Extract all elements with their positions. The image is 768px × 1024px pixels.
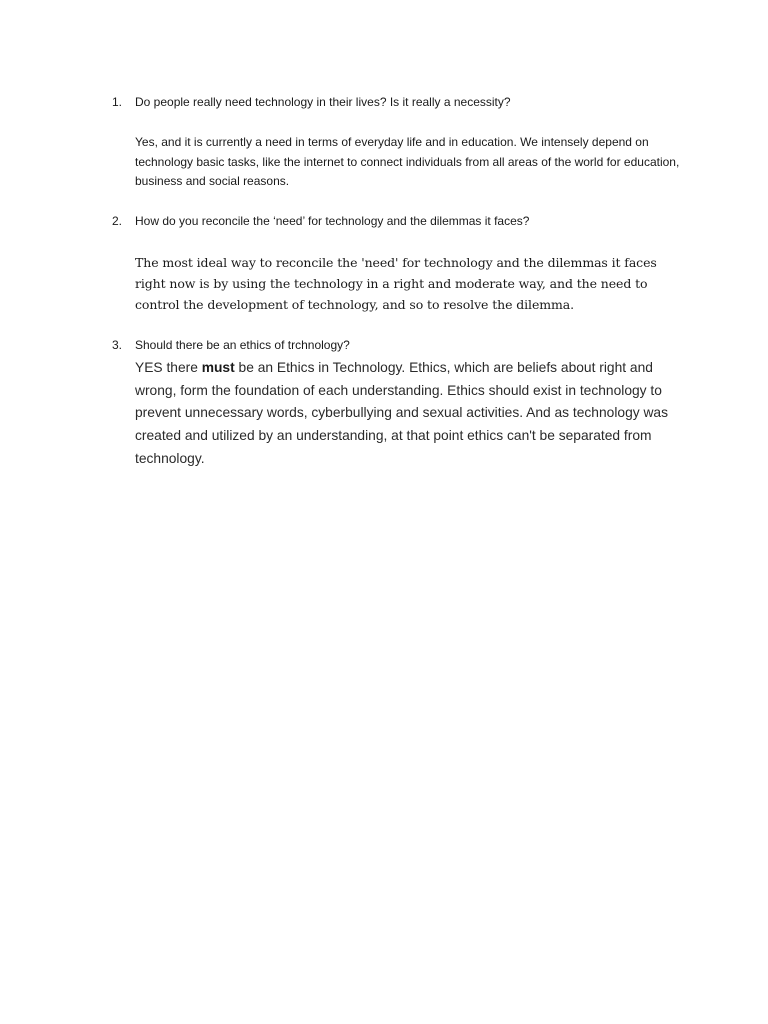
answer-2: The most ideal way to reconcile the 'need' for technology and the dilemmas it faces right now is by using the technology in a right and moderate way, and the need to control the development of technology, and so to resolve the dilemma.: [135, 255, 657, 312]
question-text: Do people really need technology in their lives? Is it really a necessity?: [135, 95, 511, 109]
question-number: 3.: [112, 338, 123, 352]
question-text: Should there be an ethics of trchnology?: [135, 338, 350, 352]
answer-3-start: YES there: [135, 360, 202, 375]
answer-3: [135, 357, 680, 471]
answer-3-emphasis: must: [201, 360, 235, 375]
question-1: [112, 94, 692, 110]
question-2: [112, 213, 692, 229]
question-number: 2.: [112, 214, 123, 228]
answer-3-rest: be an Ethics in Technology. Ethics, which are beliefs about right and wrong, form the foundation of each understanding. Ethics should exist in technology to prevent unnecessary words, cyberbullying and sexual activities. And as technology was created and utilized by an understanding, at that point ethics can't be separated from technology.: [135, 360, 669, 466]
question-3: [112, 337, 692, 353]
answer-1: Yes, and it is currently a need in terms of everyday life and in education. We intensely depend on technology basic tasks, like the internet to connect individuals from all areas of the world for education, business and social reasons.: [135, 135, 680, 188]
question-text: How do you reconcile the ‘need’ for technology and the dilemmas it faces?: [135, 214, 530, 228]
question-number: 1.: [112, 95, 123, 109]
